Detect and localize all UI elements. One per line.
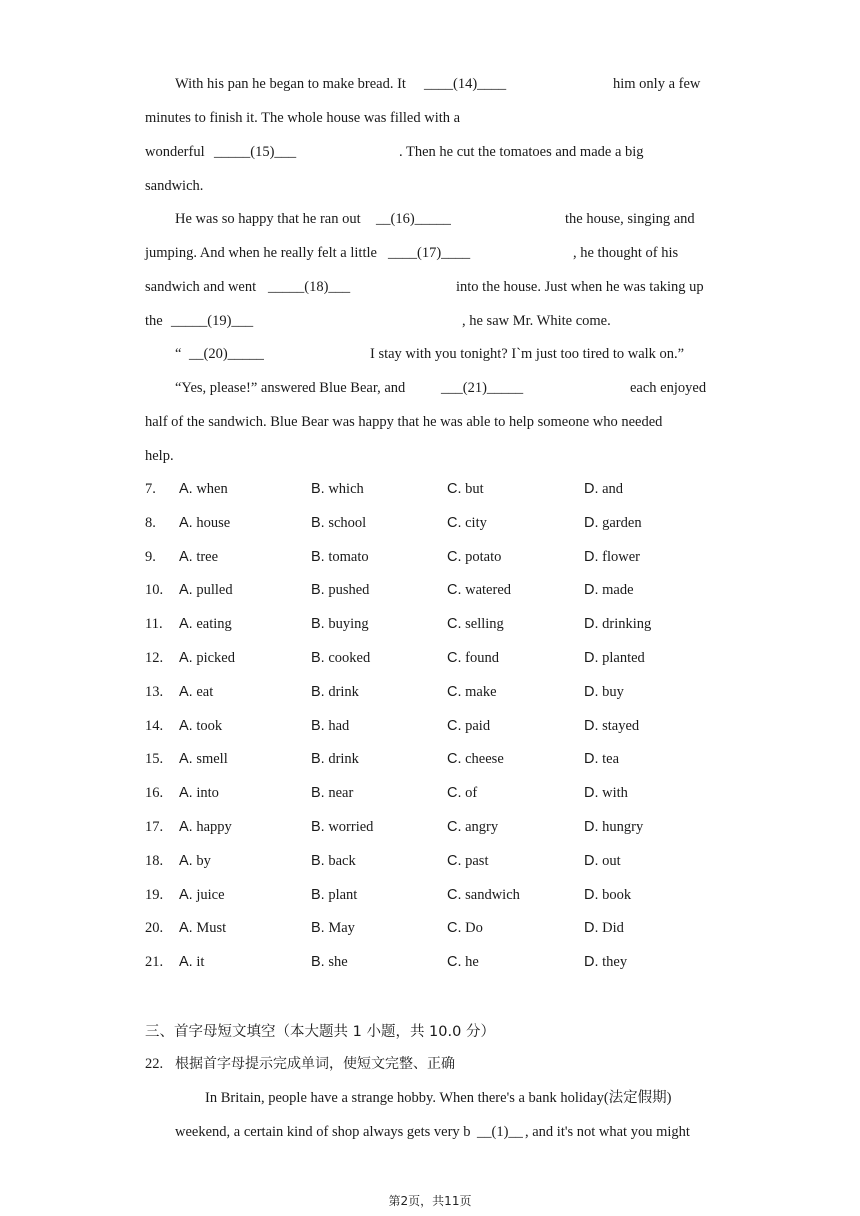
question-number: 11.	[145, 616, 163, 633]
passage-text: sandwich and went	[145, 279, 257, 295]
option-b[interactable]	[311, 717, 349, 735]
question-number: 12.	[145, 650, 164, 666]
option-letter: D.	[584, 582, 599, 599]
passage-text: jumping. And when he really felt a little	[145, 245, 377, 261]
option-a[interactable]	[179, 919, 226, 937]
passage-text: the	[145, 313, 163, 329]
option-text: watered	[465, 582, 512, 599]
question-instruction: 根据首字母提示完成单词，使短文完整、正确	[175, 1056, 455, 1072]
option-d[interactable]	[584, 683, 624, 701]
option-letter: A.	[179, 650, 193, 666]
option-letter: B.	[311, 819, 325, 835]
option-letter: A.	[179, 886, 193, 903]
blank-21[interactable]: ___(21)_____	[441, 380, 524, 396]
option-text: eat	[196, 683, 214, 700]
question-number: 21.	[145, 954, 164, 971]
option-letter: C.	[447, 819, 462, 835]
option-text: selling	[465, 616, 504, 633]
option-text: buy	[602, 683, 624, 700]
option-text: past	[465, 852, 489, 869]
option-text: pulled	[196, 582, 233, 599]
option-text: house	[196, 514, 231, 531]
option-letter: A.	[179, 852, 193, 869]
passage-line: sandwich.	[145, 178, 204, 194]
option-letter: A.	[179, 582, 193, 599]
option-text: tree	[196, 548, 219, 565]
option-d[interactable]	[584, 818, 643, 836]
option-letter: B.	[311, 852, 325, 869]
option-text: made	[602, 582, 634, 599]
option-a[interactable]	[179, 480, 228, 498]
passage-text: , he thought of his	[573, 245, 679, 261]
question-number: 15.	[145, 751, 164, 768]
option-b[interactable]	[311, 818, 373, 836]
passage-text: With his pan he began to make bread. It	[175, 76, 406, 92]
option-letter: B.	[311, 954, 325, 971]
option-letter: D.	[584, 650, 599, 666]
blank-s3-1[interactable]: __(1)__	[477, 1124, 523, 1140]
option-d[interactable]	[584, 480, 623, 498]
option-text: Do	[465, 920, 483, 937]
option-letter: B.	[311, 886, 325, 903]
option-text: stayed	[602, 717, 640, 734]
option-letter: C.	[447, 785, 462, 802]
option-text: drinking	[602, 616, 652, 633]
option-letter: D.	[584, 954, 599, 971]
option-d[interactable]	[584, 886, 631, 904]
option-d[interactable]	[584, 953, 627, 971]
option-c[interactable]	[447, 480, 484, 498]
option-text: planted	[602, 650, 645, 666]
option-letter: B.	[311, 717, 325, 734]
option-text: paid	[465, 717, 491, 734]
option-a[interactable]	[179, 750, 228, 768]
option-a[interactable]	[179, 886, 225, 904]
option-letter: C.	[447, 954, 462, 971]
option-letter: D.	[584, 852, 599, 869]
option-text: had	[328, 717, 350, 734]
question-number: 16.	[145, 785, 164, 802]
option-letter: C.	[447, 514, 462, 531]
option-text: it	[196, 954, 205, 971]
option-a[interactable]	[179, 649, 235, 667]
option-letter: A.	[179, 954, 193, 971]
option-text: they	[602, 954, 628, 971]
passage-text: I stay with you tonight? I`m just too tired to walk on.”	[370, 346, 685, 362]
question-number: 19.	[145, 886, 164, 903]
passage-text: , he saw Mr. White come.	[462, 313, 611, 329]
passage-text: each enjoyed	[630, 380, 707, 396]
question-number: 18.	[145, 852, 164, 869]
option-d[interactable]	[584, 717, 639, 735]
option-letter: D.	[584, 514, 599, 531]
option-text: Must	[196, 920, 227, 937]
option-letter: C.	[447, 920, 462, 937]
option-letter: D.	[584, 886, 599, 903]
option-letter: A.	[179, 785, 193, 802]
option-a[interactable]	[179, 615, 232, 633]
option-text: tea	[602, 751, 620, 768]
option-text: back	[328, 852, 356, 869]
passage-text: into the house. Just when he was taking up	[456, 279, 704, 295]
blank-16[interactable]: __(16)_____	[376, 211, 451, 227]
option-text: tomato	[328, 548, 369, 565]
option-letter: C.	[447, 616, 462, 633]
option-letter: C.	[447, 852, 462, 869]
option-text: out	[602, 852, 621, 869]
passage-line: In Britain, people have a strange hobby. When there's a bank holiday(法定假期)	[205, 1090, 672, 1106]
option-a[interactable]	[179, 852, 211, 870]
option-letter: C.	[447, 481, 462, 497]
option-letter: C.	[447, 683, 462, 700]
option-c[interactable]	[447, 548, 501, 566]
option-b[interactable]	[311, 852, 356, 870]
option-c[interactable]	[447, 514, 487, 532]
passage-line: minutes to finish it. The whole house was filled with a	[145, 110, 461, 126]
option-text: juice	[196, 886, 225, 903]
option-c[interactable]	[447, 818, 498, 836]
option-letter: D.	[584, 819, 599, 835]
option-a[interactable]	[179, 818, 232, 836]
option-text: hungry	[602, 819, 644, 835]
question-number: 17.	[145, 819, 164, 835]
option-d[interactable]	[584, 919, 624, 937]
option-letter: B.	[311, 481, 325, 497]
option-text: May	[328, 920, 355, 937]
option-c[interactable]	[447, 953, 479, 971]
option-text: cooked	[328, 650, 371, 666]
option-letter: D.	[584, 920, 599, 937]
option-letter: B.	[311, 650, 325, 666]
option-letter: A.	[179, 548, 193, 565]
option-text: which	[328, 481, 364, 497]
blank-15[interactable]: _____(15)___	[214, 144, 297, 160]
option-a[interactable]	[179, 548, 218, 566]
question-number: 22.	[145, 1056, 164, 1072]
option-a[interactable]	[179, 717, 222, 735]
option-a[interactable]	[179, 581, 233, 599]
option-c[interactable]	[447, 581, 511, 599]
option-c[interactable]	[447, 886, 520, 904]
option-letter: D.	[584, 717, 599, 734]
option-letter: A.	[179, 920, 193, 937]
section-title: 三、首字母短文填空（本大题共 1 小题，共 10.0 分）	[145, 1024, 495, 1040]
option-letter: B.	[311, 548, 325, 565]
option-text: picked	[196, 650, 235, 666]
option-text: found	[465, 650, 499, 666]
option-text: by	[196, 852, 211, 869]
option-text: she	[328, 954, 348, 971]
option-b[interactable]	[311, 784, 353, 802]
passage-text: He was so happy that he ran out	[175, 211, 361, 227]
option-letter: D.	[584, 548, 599, 565]
option-text: angry	[465, 819, 499, 835]
passage-line: half of the sandwich. Blue Bear was happy that he was able to help someone who needed	[145, 414, 663, 430]
option-text: flower	[602, 548, 640, 565]
question-number: 13.	[145, 683, 164, 700]
option-letter: B.	[311, 920, 325, 937]
option-letter: D.	[584, 683, 599, 700]
blank-17[interactable]: ____(17)____	[388, 245, 471, 261]
option-c[interactable]	[447, 750, 504, 768]
option-letter: A.	[179, 481, 193, 497]
option-b[interactable]	[311, 886, 357, 904]
option-c[interactable]	[447, 615, 504, 633]
option-d[interactable]	[584, 852, 621, 870]
option-text: pushed	[328, 582, 370, 599]
option-letter: D.	[584, 785, 599, 802]
option-letter: B.	[311, 683, 325, 700]
option-d[interactable]	[584, 514, 642, 532]
passage-text: the house, singing and	[565, 211, 695, 227]
blank-14[interactable]: ____(14)____	[424, 76, 507, 92]
option-a[interactable]	[179, 953, 204, 971]
option-letter: C.	[447, 650, 462, 666]
option-b[interactable]	[311, 581, 369, 599]
option-d[interactable]	[584, 750, 619, 768]
option-letter: A.	[179, 717, 193, 734]
option-text: near	[328, 785, 354, 802]
option-letter: B.	[311, 751, 325, 768]
option-letter: A.	[179, 819, 193, 835]
passage-text: wonderful	[145, 144, 205, 160]
option-letter: C.	[447, 548, 462, 565]
option-text: cheese	[465, 751, 504, 768]
option-c[interactable]	[447, 919, 483, 937]
question-number: 20.	[145, 920, 164, 937]
option-d[interactable]	[584, 649, 645, 667]
option-text: but	[465, 481, 484, 497]
option-letter: C.	[447, 582, 462, 599]
option-a[interactable]	[179, 514, 230, 532]
option-text: eating	[196, 616, 232, 633]
passage-line: help.	[145, 448, 174, 464]
option-a[interactable]	[179, 683, 213, 701]
option-c[interactable]	[447, 717, 490, 735]
option-b[interactable]	[311, 750, 359, 768]
option-text: smell	[196, 751, 228, 768]
option-text: he	[465, 954, 479, 971]
option-text: and	[602, 481, 624, 497]
option-letter: B.	[311, 514, 325, 531]
question-number: 7.	[145, 481, 156, 497]
passage-text: him only a few	[613, 76, 701, 92]
blank-20[interactable]: __(20)_____	[189, 346, 264, 362]
option-text: Did	[602, 920, 624, 937]
passage-text: weekend, a certain kind of shop always gets very b	[175, 1124, 471, 1140]
option-letter: A.	[179, 751, 193, 768]
option-d[interactable]	[584, 784, 628, 802]
option-text: city	[465, 514, 487, 531]
option-d[interactable]	[584, 615, 651, 633]
question-number: 8.	[145, 514, 156, 531]
option-letter: C.	[447, 751, 462, 768]
page-footer: 第2页，共11页	[388, 1194, 472, 1208]
passage-text: “Yes, please!” answered Blue Bear, and	[175, 380, 406, 396]
option-text: worried	[328, 819, 374, 835]
passage-text: , and it's not what you might	[525, 1124, 690, 1140]
option-letter: A.	[179, 514, 193, 531]
question-number: 9.	[145, 548, 156, 565]
option-b[interactable]	[311, 649, 370, 667]
option-text: of	[465, 785, 478, 802]
option-letter: D.	[584, 751, 599, 768]
option-text: book	[602, 886, 632, 903]
option-c[interactable]	[447, 649, 499, 667]
option-letter: C.	[447, 717, 462, 734]
option-letter: D.	[584, 616, 599, 633]
option-text: make	[465, 683, 497, 700]
option-b[interactable]	[311, 548, 369, 566]
option-text: took	[196, 717, 223, 734]
quote-open: “	[175, 346, 182, 362]
option-d[interactable]	[584, 548, 640, 566]
option-text: plant	[328, 886, 358, 903]
option-letter: C.	[447, 886, 462, 903]
option-letter: A.	[179, 616, 193, 633]
option-letter: D.	[584, 481, 599, 497]
option-letter: B.	[311, 616, 325, 633]
option-b[interactable]	[311, 514, 366, 532]
option-b[interactable]	[311, 480, 364, 498]
option-b[interactable]	[311, 919, 355, 937]
option-text: drink	[328, 751, 359, 768]
option-text: when	[196, 481, 228, 497]
option-text: sandwich	[465, 886, 520, 903]
question-number: 14.	[145, 717, 164, 734]
option-c[interactable]	[447, 784, 477, 802]
blank-18[interactable]: _____(18)___	[268, 279, 351, 295]
option-b[interactable]	[311, 683, 359, 701]
option-letter: B.	[311, 582, 325, 599]
option-b[interactable]	[311, 953, 348, 971]
blank-19[interactable]: _____(19)___	[171, 313, 254, 329]
option-text: potato	[465, 548, 502, 565]
option-c[interactable]	[447, 683, 497, 701]
option-text: with	[602, 785, 628, 802]
option-text: school	[328, 514, 367, 531]
option-letter: B.	[311, 785, 325, 802]
option-text: drink	[328, 683, 359, 700]
option-text: garden	[602, 514, 642, 531]
option-a[interactable]	[179, 784, 219, 802]
option-c[interactable]	[447, 852, 488, 870]
option-text: buying	[328, 616, 369, 633]
option-letter: A.	[179, 683, 193, 700]
option-text: into	[196, 785, 219, 802]
option-b[interactable]	[311, 615, 369, 633]
option-d[interactable]	[584, 581, 634, 599]
option-text: happy	[196, 819, 232, 835]
question-number: 10.	[145, 582, 164, 599]
passage-text: . Then he cut the tomatoes and made a big	[399, 144, 644, 160]
